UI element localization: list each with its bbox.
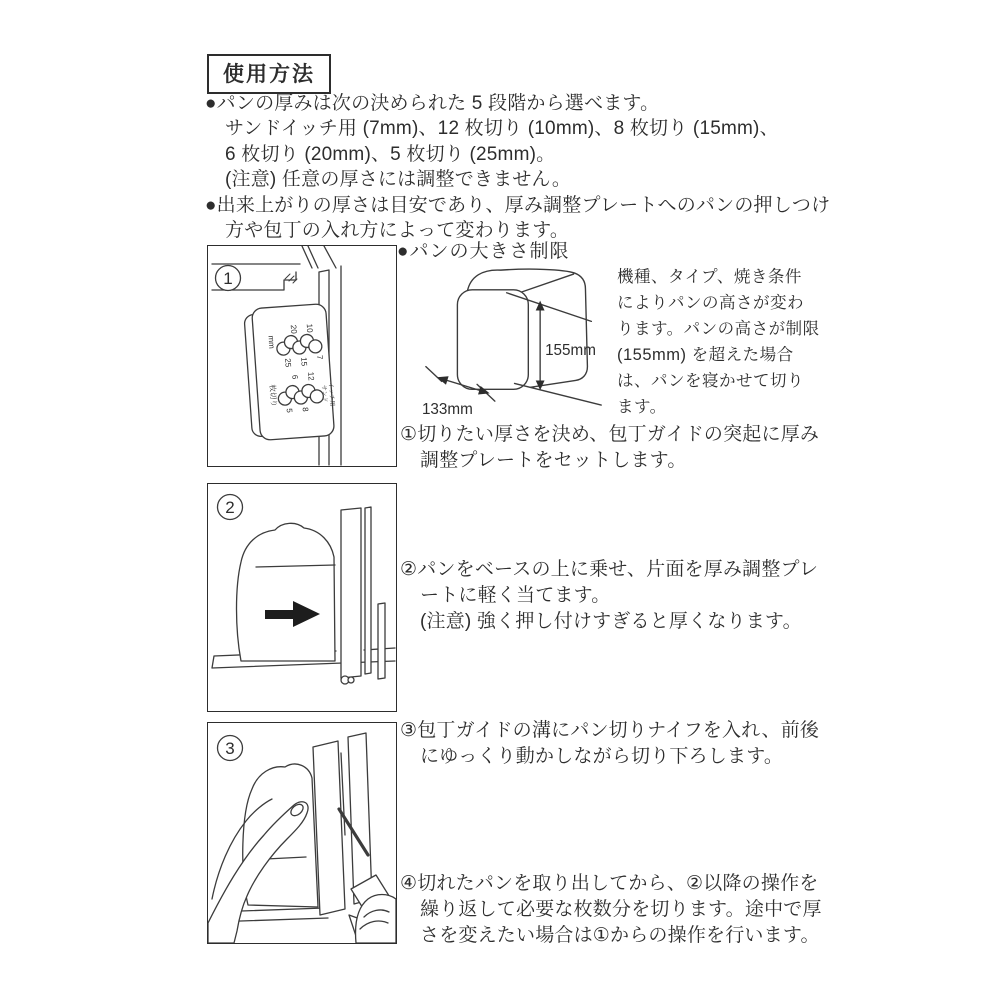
thickness-plate [244, 303, 339, 441]
step-line: ②パンをベースの上に乗せ、片面を厚み調整プレ [400, 559, 819, 580]
bread-on-base-illustration [208, 484, 396, 711]
note-line: 方や包丁の入れ方によって変わります。 [225, 220, 570, 242]
diagram-step1 [207, 245, 397, 467]
slicing-illustration [208, 723, 396, 943]
dim-ext-bottom [515, 383, 602, 405]
step1-badge-number: 1 [223, 269, 233, 288]
note-line: ●パンの厚みは次の決められた 5 段階から選べます。 [205, 93, 660, 114]
desc-line: によりパンの高さが変わ [617, 294, 804, 312]
plate-unit-mm: mm [266, 335, 277, 350]
desc-line: 機種、タイプ、焼き条件 [617, 268, 802, 286]
desc-line: ます。 [617, 398, 667, 416]
knife-guide-plate-illustration [208, 246, 396, 466]
size-limit-description [617, 264, 820, 420]
step3-text [400, 718, 819, 770]
plate-unit-slices: 枚切り [267, 384, 279, 408]
height-dimension-label: 155mm [545, 341, 596, 359]
loaf-top-right-edge [519, 274, 573, 293]
guide-foot-2 [348, 677, 354, 683]
step-line: ③包丁ガイドの溝にパン切りナイフを入れ、前後 [400, 720, 820, 741]
guide-top-slant [302, 246, 336, 268]
plate-label-sandwich-1: サンド [320, 384, 328, 403]
plate-label-15: 15 [299, 356, 309, 367]
plate-label-6: 6 [290, 374, 300, 380]
note-line: 6 枚切り (20mm)、5 枚切り (25mm)。 [225, 143, 556, 165]
note-line: (注意) 任意の厚さには調整できません。 [225, 169, 572, 191]
note-line: サンドイッチ用 (7mm)、12 枚切り (10mm)、8 枚切り (15mm)、 [225, 118, 779, 140]
thickness-plate-edge [365, 507, 371, 674]
step1-text [400, 422, 819, 474]
step2-text [400, 557, 818, 635]
step4-text [400, 871, 822, 949]
step2-badge-number: 2 [225, 498, 235, 517]
diagram-step2 [207, 483, 397, 712]
plate-label-7: 7 [314, 354, 325, 360]
guide-board [341, 508, 361, 678]
desc-line: は、パンを寝かせて切り [617, 372, 804, 390]
page-title: 使用方法 [207, 54, 331, 94]
step-line: ④切れたパンを取り出してから、②以降の操作を [400, 873, 819, 894]
step-line: ートに軽く当てます。 [420, 585, 611, 606]
depth-dimension-label: 133mm [421, 400, 473, 418]
guide-stopper [378, 603, 385, 679]
step-line: ①切りたい厚さを決め、包丁ガイドの突起に厚み [400, 424, 820, 445]
plate-label-8: 8 [300, 406, 310, 413]
step-line: さを変えたい場合は①からの操作を行います。 [420, 925, 820, 946]
plate-label-sandwich-2: イッチ用 [326, 382, 335, 407]
diagram-step3 [207, 722, 397, 944]
guide-board-back [348, 733, 372, 904]
bread-size-diagram [418, 264, 615, 424]
desc-line: (155mm) を超えた場合 [617, 346, 794, 364]
plate-label-12: 12 [306, 371, 316, 381]
step-line: にゆっくり動かしながら切り下ろします。 [420, 746, 784, 767]
bread-loaf-illustration [418, 264, 615, 424]
plate-label-20: 20 [288, 324, 299, 335]
loaf-front-face [457, 290, 528, 389]
step-line: 調整プレートをセットします。 [420, 450, 687, 471]
step-line: 繰り返して必要な枚数分を切ります。途中で厚 [420, 899, 822, 920]
plate-label-5: 5 [284, 408, 294, 414]
hatch-marks [285, 274, 297, 283]
size-limit-heading: ●パンの大きさ制限 [397, 241, 570, 262]
plate-label-25: 25 [283, 358, 293, 368]
step-line: (注意) 強く押し付けすぎると厚くなります。 [420, 611, 802, 632]
intro-notes [205, 91, 830, 243]
desc-line: ります。パンの高さが制限 [617, 320, 820, 338]
bread-loaf [237, 523, 336, 661]
plate-label-10: 10 [304, 323, 315, 333]
note-line: ●出来上がりの厚さは目安であり、厚み調整プレートへのパンの押しつけ [205, 194, 831, 216]
step3-badge-number: 3 [225, 739, 235, 758]
